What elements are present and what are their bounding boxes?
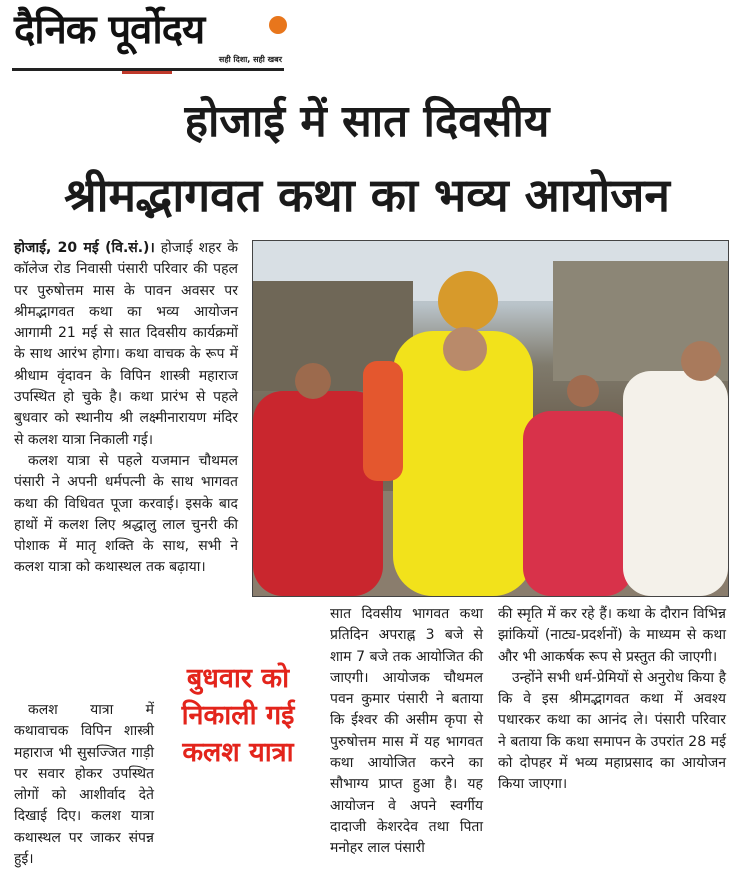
headline-line-2: श्रीमद्भागवत कथा का भव्य आयोजन [64, 168, 670, 222]
pull-quote-line-3: कलश यात्रा [182, 737, 294, 768]
pull-quote [165, 660, 311, 771]
newspaper-tagline: सही दिशा, सही खबर [218, 55, 282, 64]
masthead [12, 4, 284, 70]
article-paragraph-2: कलश यात्रा से पहले यजमान चौथमल पंसारी ने अपनी धर्मपत्नी के साथ भागवत कथा की विधिवत पूजा करवाई। इसके बाद हाथों में कलश लिए श्रद्धालु लाल चुनरी की पोशाक में मातृ शक्ति के साथ, सभी ने कलश यात्रा को कथास्थल तक बढ़ाया। [14, 452, 238, 576]
headline-line-1: होजाई में सात दिवसीय [184, 96, 550, 147]
article-column-1 [14, 238, 238, 579]
newspaper-name: दैनिक पूर्वोदय [14, 7, 205, 53]
procession-photo-illustration [253, 241, 728, 596]
article-column-3 [498, 604, 726, 796]
column-3-paragraph-2: उन्होंने सभी धर्म-प्रेमियों से अनुरोध किया है कि वे इस श्रीमद्भागवत कथा में अवश्य पधारकर कथा का आनंद ले। पंसारी परिवार ने बताया कि कथा समापन के उपरांत 28 मई को दोपहर में भव्य महाप्रसाद का आयोजन किया जाएगा। [498, 669, 726, 793]
article-column-1-bottom [14, 700, 154, 870]
news-photo [252, 240, 729, 597]
column-3-paragraph-1: की स्मृति में कर रहे हैं। कथा के दौरान विभिन्न झांकियों (नाट्य-प्रदर्शनों) के माध्यम से कथा और भी आकर्षक रूप से प्रस्तुत की जाएगी। [498, 606, 726, 665]
article-paragraph-3: कलश यात्रा में कथावाचक विपिन शास्त्री महाराज भी सुसज्जित गाड़ी पर सवार होकर उपस्थित लोगों को आशीर्वाद देते दिखाई दिए। कलश यात्रा कथास्थल पर जाकर संपन्न हुई। [14, 702, 154, 868]
article-column-2 [330, 604, 483, 860]
column-2-text: सात दिवसीय भागवत कथा प्रतिदिन अपराह्न 3 बजे से शाम 7 बजे तक आयोजित की जाएगी। आयोजक चौथमल पवन कुमार पंसारी ने बताया कि ईश्वर की असीम कृपा से पुरुषोत्तम मास में यह भागवत कथा आयोजित करने का सौभाग्य प्राप्त हुआ है। यह आयोजन वे अपने स्वर्गीय दादाजी केशरदेव तथा पिता मनोहर लाल पंसारी [330, 606, 483, 857]
pull-quote-line-1: बुधवार को [186, 663, 290, 694]
dateline: होजाई, 20 मई (वि.सं.)। [14, 240, 155, 256]
pull-quote-line-2: निकाली गई [181, 700, 295, 731]
logo-dot-icon [269, 16, 287, 34]
lead-text: होजाई शहर के कॉलेज रोड निवासी पंसारी परिवार की पहल पर पुरुषोत्तम मास के पावन अवसर पर श्रीमद्भागवत कथा का भव्य आयोजन आगामी 21 मई से सात दिवसीय कार्यक्रमों के साथ आरंभ होगा। कथा वाचक के रूप में श्रीधाम वृंदावन के विपिन शास्त्री महाराज उपस्थित हो चुके है। कथा प्रारंभ से पहले बुधवार को स्थानीय श्री लक्ष्मीनारायण मंदिर से कलश यात्रा निकाली गई। [14, 240, 238, 448]
masthead-accent-rule [122, 71, 172, 74]
article-lead-paragraph [14, 238, 238, 451]
